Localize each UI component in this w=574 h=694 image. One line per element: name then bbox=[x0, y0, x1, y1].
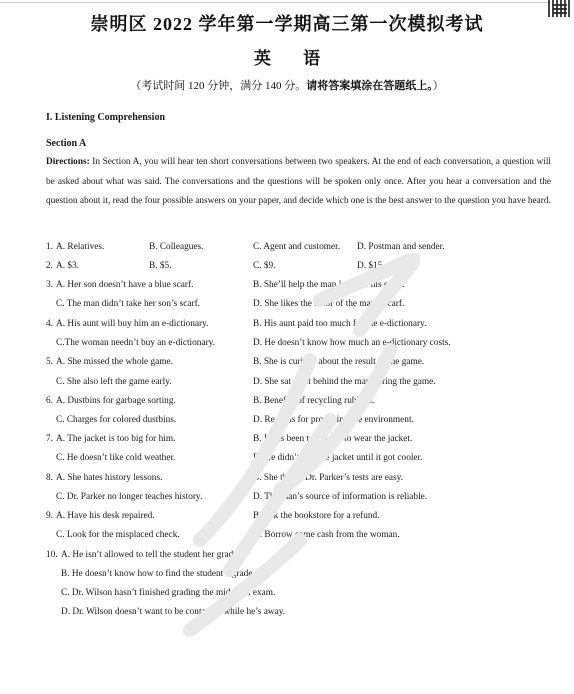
directions-text: In Section A, you will hear ten short conversations between two speakers. At the end of each conversation, a question will be asked about what was said. The conversations and the questions will be spoken only once. After you hear a conversation and the question about it, read the four possible answers on your paper, and decide which one is the best answer to the question you have heard. bbox=[46, 157, 551, 206]
option-c: C. Look for the misplaced check. bbox=[56, 530, 180, 540]
option-b: B. She is curious about the result of the game. bbox=[253, 357, 425, 367]
part-heading: I. Listening Comprehension bbox=[46, 112, 166, 123]
option-d: D. She sat right behind the man during the game. bbox=[253, 377, 436, 387]
question-number: 7. bbox=[46, 434, 53, 444]
option-b: B. $5. bbox=[149, 261, 172, 271]
option-d: D. $15. bbox=[357, 261, 385, 271]
question-number: 5. bbox=[46, 357, 53, 367]
option-d: D. Borrow some cash from the woman. bbox=[253, 530, 400, 540]
option-c: C. She also left the game early. bbox=[56, 377, 172, 387]
question-number: 4. bbox=[46, 319, 53, 329]
option-a: A. The jacket is too big for him. bbox=[56, 434, 176, 444]
option-c: C.The woman needn’t buy an e-dictionary. bbox=[56, 338, 216, 348]
option-b: B. She thinks Dr. Parker’s tests are easy. bbox=[253, 473, 404, 483]
option-b: B. His aunt paid too much for the e-dictionary. bbox=[253, 319, 427, 329]
exam-note bbox=[0, 77, 574, 93]
option-a: A. She hates history lessons. bbox=[56, 473, 163, 483]
question-number: 6. bbox=[46, 396, 53, 406]
option-d: D. Dr. Wilson doesn’t want to be contacted while he’s away. bbox=[61, 607, 286, 617]
option-c: C. $9. bbox=[253, 261, 276, 271]
top-rule bbox=[0, 2, 548, 3]
option-a: A. $3. bbox=[56, 261, 79, 271]
exam-note-instruction: 请将答案填涂在答题纸上。 bbox=[306, 80, 433, 92]
directions-label: Directions: bbox=[46, 157, 90, 167]
option-a: A. Have his desk repaired. bbox=[56, 511, 155, 521]
option-b: B. He doesn’t know how to find the student’s grade. bbox=[61, 569, 255, 579]
exam-note-text: （考试时间 120 分钟，满分 140 分。 bbox=[130, 80, 307, 92]
option-c: C. Agent and customer. bbox=[253, 242, 341, 252]
option-c: C. He doesn’t like cold weather. bbox=[56, 453, 176, 463]
option-c: C. Dr. Parker no longer teaches history. bbox=[56, 492, 203, 502]
question-number: 8. bbox=[46, 473, 53, 483]
option-d: D. He didn’t buy the jacket until it got cooler. bbox=[253, 453, 423, 463]
question-number: 10. bbox=[46, 550, 58, 560]
option-a: A. Relatives. bbox=[56, 242, 105, 252]
option-d: D. She likes the color of the man’s scarf. bbox=[253, 299, 405, 309]
option-a: A. Her son doesn’t have a blue scarf. bbox=[56, 280, 194, 290]
exam-note-end: ） bbox=[432, 80, 444, 92]
option-a: A. He isn’t allowed to tell the student her grade. bbox=[61, 550, 240, 560]
option-d: D. Postman and sender. bbox=[357, 242, 445, 252]
exam-title: 崇明区 2022 学年第一学期高三第一次模拟考试 bbox=[90, 14, 484, 34]
directions-paragraph bbox=[46, 153, 551, 212]
question-number: 3. bbox=[46, 280, 53, 290]
option-d: D. Reasons for protecting the environment. bbox=[253, 415, 414, 425]
option-d: D. He doesn’t know how much an e-dictionary costs. bbox=[253, 338, 451, 348]
section-heading: Section A bbox=[46, 138, 87, 149]
option-a: A. She missed the whole game. bbox=[56, 357, 173, 367]
option-c: C. The man didn’t take her son’s scarf. bbox=[56, 299, 200, 309]
option-b: B. Ask the bookstore for a refund. bbox=[253, 511, 380, 521]
option-d: D. The man’s source of information is reliable. bbox=[253, 492, 428, 502]
option-c: C. Dr. Wilson hasn’t finished grading the mid-term exam. bbox=[61, 588, 276, 598]
option-b: B. Benefits of recycling rubbish. bbox=[253, 396, 375, 406]
question-number: 2. bbox=[46, 261, 53, 271]
option-b: B. It has been too warm to wear the jacket. bbox=[253, 434, 413, 444]
option-c: C. Charges for colored dustbins. bbox=[56, 415, 177, 425]
option-b: B. Colleagues. bbox=[149, 242, 204, 252]
subject-title: 英 语 bbox=[253, 49, 335, 68]
option-a: A. Dustbins for garbage sorting. bbox=[56, 396, 176, 406]
question-number: 9. bbox=[46, 511, 53, 521]
option-a: A. His aunt will buy him an e-dictionary. bbox=[56, 319, 209, 329]
option-b: B. She’ll help the man look for his scarf. bbox=[253, 280, 405, 290]
question-number: 1. bbox=[46, 242, 53, 252]
